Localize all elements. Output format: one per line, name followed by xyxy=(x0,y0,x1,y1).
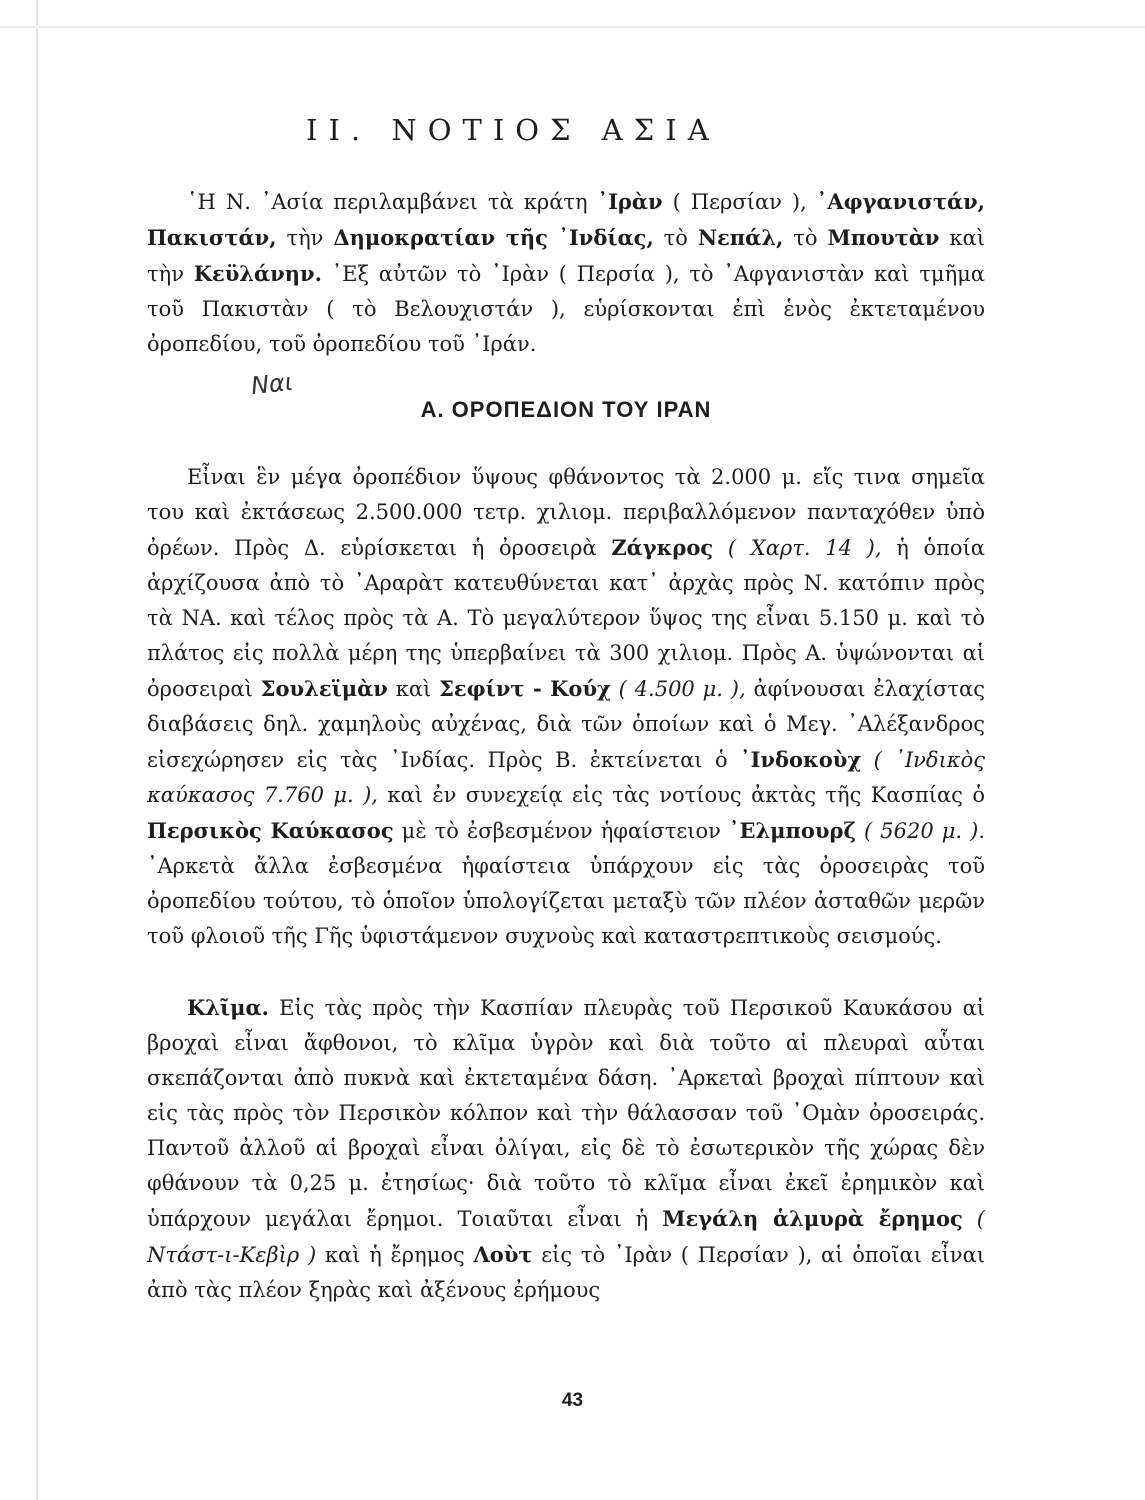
scan-edge-left xyxy=(36,0,38,1500)
country-ceylon: Κεϋλάνην. xyxy=(193,261,322,286)
term-elburz: ᾿Ελμπουρζ xyxy=(728,818,856,843)
plateau-paragraph xyxy=(147,460,985,954)
country-bhutan: Μπουτὰν xyxy=(827,225,940,250)
term-persian-caucasus: Περσικὸς Καύκασος xyxy=(147,818,394,843)
section-heading xyxy=(147,367,985,430)
plateau-text: ἀφίνουσαι ἐλαχίστας διαβάσεις δηλ. χαμηλοὺς αὐχένας, διὰ τῶν ὁποίων καὶ ὁ Μεγ. ᾿Αλέξανδρος εἰσεχώρησεν εἰς τὰς ᾿Ινδίας. Πρὸς Β. ἐκτείνεται ὁ xyxy=(147,677,985,772)
plateau-text: ᾿Αρκετὰ ἄλλα ἐσβεσμένα ἡφαίστεια ὑπάρχουν εἰς τὰς ὀροσειρὰς τοῦ ὀροπεδίου τούτου, τὸ ὁποῖον ὑπολογίζεται μεταξὺ τῶν πλέον ἀσταθῶν μερῶν τοῦ φλοιοῦ τῆς Γῆς ὑφιστάμενον συχνοὺς καὶ καταστρεπτικοὺς σεισμούς. xyxy=(147,854,985,948)
plateau-text: καὶ xyxy=(387,677,440,701)
intro-text: τὸ xyxy=(783,226,828,250)
paragraph-gap xyxy=(147,954,985,990)
intro-text: καὶ τὴν xyxy=(147,226,985,286)
altitude-note: ( 5620 μ. ). xyxy=(855,819,986,843)
map-reference: ( Χαρτ. 14 ), xyxy=(713,536,882,560)
term-lut: Λοὺτ xyxy=(473,1242,533,1267)
term-zagros: Ζάγκρος xyxy=(611,535,714,560)
term-suleiman: Σουλεϊμὰν xyxy=(260,676,388,701)
altitude-note: ( 4.500 μ. ), xyxy=(610,677,746,701)
climate-text: Εἰς τὰς πρὸς τὴν Κασπίαν πλευρὰς τοῦ Περσικοῦ Καυκάσου αἱ βροχαὶ εἶναι ἄφθονοι, τὸ κλῖμα ὑγρὸν καὶ διὰ τοῦτο αἱ πλευραὶ αὗται σκεπάζονται ἀπὸ πυκνὰ καὶ ἐκτεταμένα δάση. ᾿Αρκεταὶ βροχαὶ πίπτουν καὶ εἰς τὰς πρὸς τὸν Περσικὸν κόλπον καὶ τὴν θάλασσαν τοῦ ᾿Ομὰν ὀροσειράς. Παντοῦ ἀλλοῦ αἱ βροχαὶ εἶναι ὀλίγαι, εἰς δὲ τὸ ἐσωτερικὸν τῆς χώρας δὲν φθάνουν τὰ 0,25 μ. ἐτησίως· διὰ τοῦτο τὸ κλῖμα εἶναι ἐκεῖ ἐρημικὸν καὶ ὑπάρχουν μεγάλαι ἔρημοι. Τοιαῦται εἶναι ἡ xyxy=(147,996,985,1231)
intro-text: τὴν xyxy=(276,226,334,250)
climate-text: καὶ ἡ ἔρημος xyxy=(316,1243,474,1267)
plateau-text: μὲ τὸ ἐσβεσμένον ἡφαίστειον xyxy=(393,819,729,843)
intro-text: ῾Η Ν. ᾿Ασία περιλαμβάνει τὰ κράτη xyxy=(187,190,598,214)
chapter-title: ΙΙ. ΝΟΤΙΟΣ ΑΣΙΑ xyxy=(306,113,720,147)
desert-name-note: ( Ντάστ-ι-Κεβὶρ ) xyxy=(147,1207,986,1267)
altitude-note: ( ᾿Ινδικὸς καύκασος 7.760 μ. ), xyxy=(147,748,985,807)
section-heading-text: Α. ΟΡΟΠΕΔΙΟΝ ΤΟΥ ΙΡΑΝ xyxy=(420,397,712,422)
plateau-text: ἡ ὁποία ἀρχίζουσα ἀπὸ τὸ ᾿Αραρὰτ κατευθύνεται κατ᾿ ἀρχὰς πρὸς Ν. κατόπιν πρὸς τὰ ΝΑ. καὶ τέλος πρὸς τὰ Α. Τὸ μεγαλύτερον ὕψος της εἶναι 5.150 μ. καὶ τὸ πλάτος εἰς πολλὰ μέρη της ὑπερβαίνει τὰ 300 χιλιομ. Πρὸς Α. ὑψώνονται αἱ ὀροσειραὶ xyxy=(147,536,985,701)
page-content xyxy=(147,110,985,1308)
intro-text: τὸ xyxy=(653,226,698,250)
country-nepal: Νεπάλ, xyxy=(697,225,784,250)
term-great-salt-desert: Μεγάλη ἁλμυρὰ ἔρημος xyxy=(662,1206,963,1231)
scan-edge-top xyxy=(0,26,1145,28)
climate-heading: Κλῖμα. xyxy=(187,995,269,1020)
climate-paragraph xyxy=(147,990,985,1308)
country-iran: ᾿Ιρὰν xyxy=(597,189,663,214)
intro-paragraph xyxy=(147,184,985,362)
term-hindu-kush: ᾿Ινδοκοὺχ xyxy=(740,747,862,772)
intro-text: ᾿Εξ αὐτῶν τὸ ᾿Ιρὰν ( Περσία ), τὸ ᾿Αφγανιστὰν καὶ τμῆμα τοῦ Πακιστὰν ( τὸ Βελουχιστάν ), εὑρίσκονται ἐπὶ ἑνὸς ἐκτεταμένου ὀροπεδίου, τοῦ ὀροπεδίου τοῦ ᾿Ιράν. xyxy=(147,262,985,356)
country-afghanistan-pakistan: ᾿Αφγανιστάν, Πακιστάν, xyxy=(147,189,985,250)
term-safed-koh: Σεφίντ - Κούχ xyxy=(439,676,611,701)
plateau-text: καὶ ἐν συνεχείᾳ εἰς τὰς νοτίους ἀκτὰς τῆς Κασπίας ὁ xyxy=(377,783,985,807)
handwritten-note: Ναι xyxy=(249,367,295,401)
intro-text: ( Περσίαν ), xyxy=(662,190,817,214)
country-india: Δημοκρατίαν τῆς ᾿Ινδίας, xyxy=(333,225,654,250)
climate-text: εἰς τὸ ᾿Ιρὰν ( Περσίαν ), αἱ ὁποῖαι εἶναι ἀπὸ τὰς πλέον ξηρὰς καὶ ἀξένους ἐρήμους xyxy=(147,1243,985,1302)
plateau-text: Εἶναι ἓν μέγα ὀροπέδιον ὕψους φθάνοντος τὰ 2.000 μ. εἴς τινα σημεῖα του καὶ ἐκτάσεως 2.500.000 τετρ. χιλιομ. περιβαλλόμενον πανταχόθεν ὑπὸ ὀρέων. Πρὸς Δ. εὑρίσκεται ἡ ὀροσειρὰ xyxy=(147,465,985,560)
page-number: 43 xyxy=(561,1390,584,1411)
